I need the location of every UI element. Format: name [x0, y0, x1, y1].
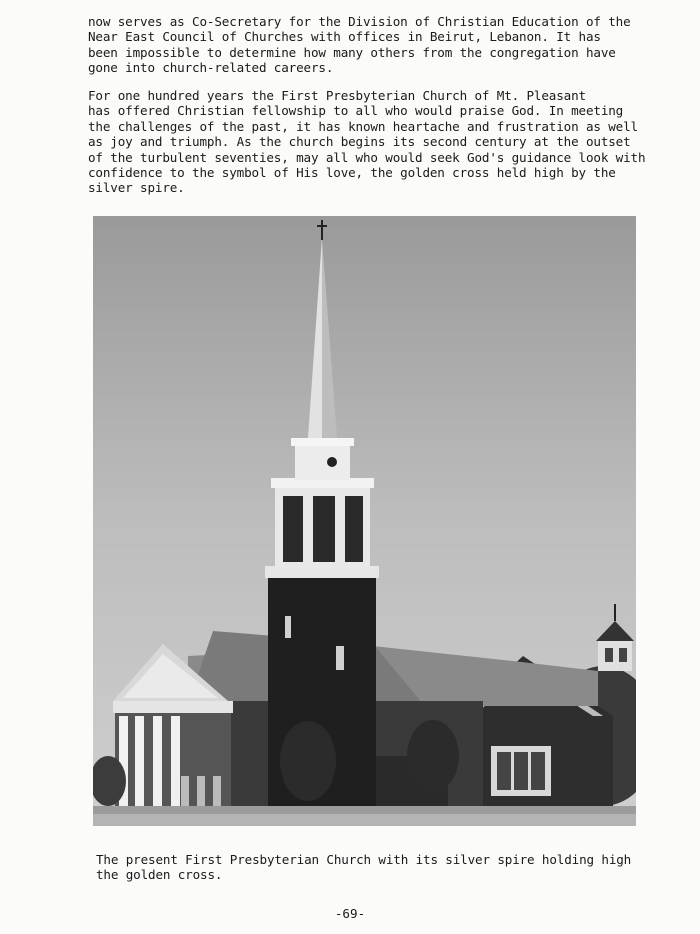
- page-number: -69-: [334, 906, 366, 921]
- body-paragraph-1: now serves as Co-Secretary for the Division of Christian Education of the Near East Council of Churches with offices in Beirut, Lebanon. It has been impossible to determine how many others from the congregation have gone into church-related careers.: [88, 14, 631, 76]
- photo-caption: The present First Presbyterian Church with its silver spire holding high the golden cross.: [96, 852, 632, 883]
- body-paragraph-2: For one hundred years the First Presbyterian Church of Mt. Pleasant has offered Christian fellowship to all who would praise God. In meeting the challenges of the past, it has known heartache and frustration as well as joy and triumph. As the church begins its second century at the outset of the turbulent seventies, may all who would seek God's guidance look with confidence to the symbol of His love, the golden cross held high by the silver spire.: [88, 88, 646, 196]
- church-photograph: [93, 216, 636, 826]
